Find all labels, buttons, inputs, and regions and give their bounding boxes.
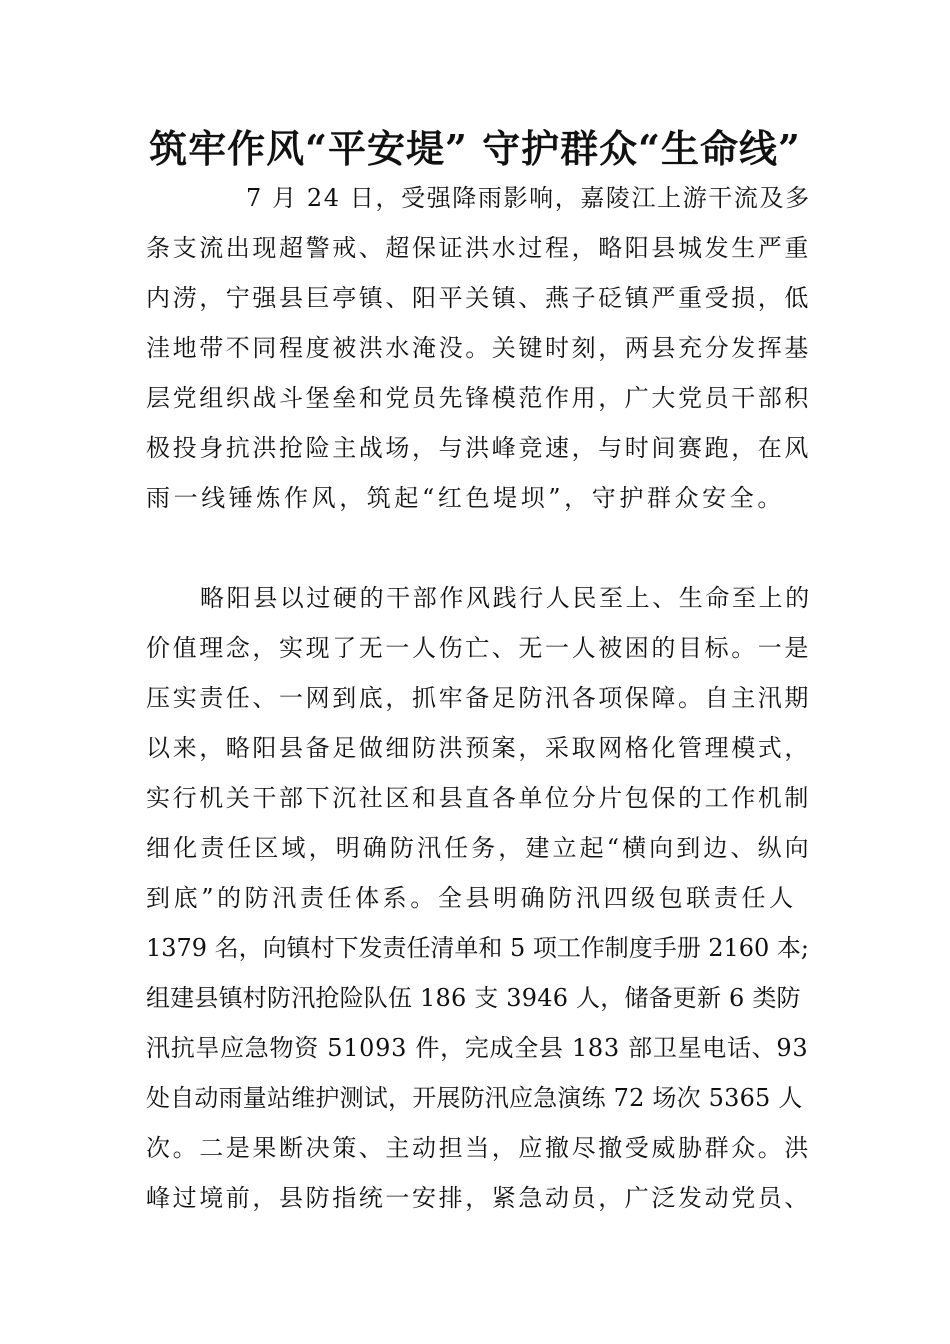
paragraph-line: 峰过境前，县防指统一安排，紧急动员，广泛发动党员、: [146, 1184, 811, 1212]
paragraph-line: 实行机关干部下沉社区和县直各单位分片包保的工作机制: [146, 784, 811, 812]
paragraph-line: 价值理念，实现了无一人伤亡、无一人被困的目标。一是: [146, 634, 811, 662]
paragraph-line: 雨一线锤炼作风，筑起“红色堤坝”，守护群众安全。: [146, 484, 785, 512]
paragraph-line: 组建县镇村防汛抢险队伍 186 支 3946 人，储备更新 6 类防: [146, 984, 801, 1012]
paragraph-line: 压实责任、一网到底，抓牢备足防汛各项保障。自主汛期: [146, 684, 811, 712]
document-title: 筑牢作风“平安堤” 守护群众“生命线”: [149, 126, 801, 171]
paragraph-line: 层党组织战斗堡垒和党员先锋模范作用，广大党员干部积: [146, 384, 811, 412]
paragraph-line: 到底”的防汛责任体系。全县明确防汛四级包联责任人: [146, 884, 797, 912]
paragraph-line: 汛抗旱应急物资 51093 件，完成全县 183 部卫星电话、93: [146, 1034, 809, 1062]
paragraph-line: 洼地带不同程度被洪水淹没。关键时刻，两县充分发挥基: [146, 334, 811, 362]
paragraph-line: 以来，略阳县备足做细防洪预案，采取网格化管理模式，: [146, 734, 811, 762]
paragraph-line: 次。二是果断决策、主动担当，应撤尽撤受威胁群众。洪: [146, 1134, 811, 1162]
paragraph-line: 7 月 24 日，受强降雨影响，嘉陵江上游干流及多: [246, 184, 811, 212]
paragraph-line: 处自动雨量站维护测试，开展防汛应急演练 72 场次 5365 人: [146, 1084, 803, 1112]
paragraph-line: 1379 名，向镇村下发责任清单和 5 项工作制度手册 2160 本;: [146, 934, 809, 962]
paragraph-line: 内涝，宁强县巨亭镇、阳平关镇、燕子砭镇严重受损，低: [146, 284, 811, 312]
paragraph-line: 细化责任区域，明确防汛任务，建立起“横向到边、纵向: [146, 834, 812, 862]
paragraph-line: 条支流出现超警戒、超保证洪水过程，略阳县城发生严重: [146, 234, 811, 262]
paragraph-line: 极投身抗洪抢险主战场，与洪峰竞速，与时间赛跑，在风: [146, 434, 811, 462]
paragraph-line: 略阳县以过硬的干部作风践行人民至上、生命至上的: [200, 584, 812, 612]
